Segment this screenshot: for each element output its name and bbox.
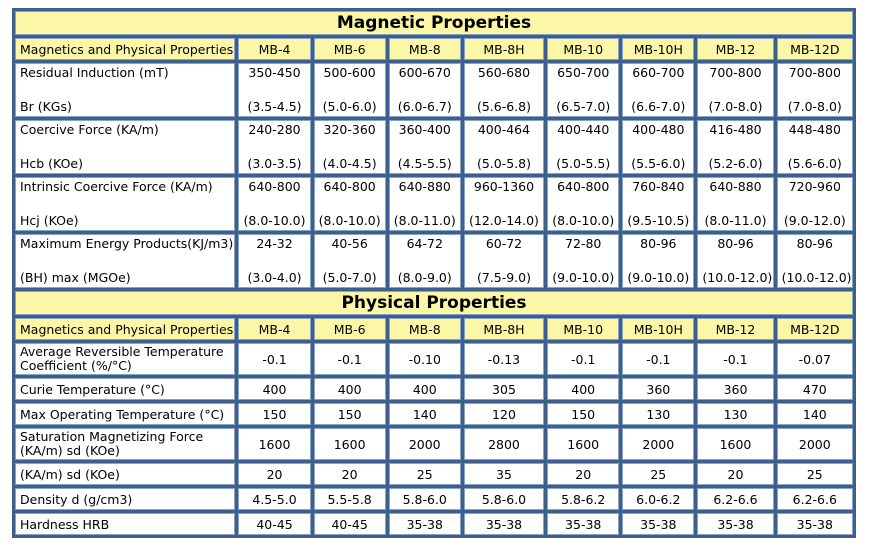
table-row bbox=[15, 488, 853, 510]
value-alt: (9.0-12.0) bbox=[783, 213, 846, 228]
table-row bbox=[15, 120, 853, 174]
value-cell: 20 bbox=[314, 463, 386, 485]
value-si: 400-440 bbox=[557, 122, 610, 137]
value-cell: 2000 bbox=[622, 428, 694, 460]
value-si: 640-880 bbox=[398, 179, 451, 194]
property-label bbox=[15, 234, 235, 288]
value-cell: 150 bbox=[238, 403, 310, 425]
value-cell: 130 bbox=[697, 403, 773, 425]
value-cell bbox=[697, 120, 773, 174]
property-unit-alt: Br (KGs) bbox=[20, 99, 72, 114]
value-cell: 25 bbox=[389, 463, 461, 485]
value-cell: 35-38 bbox=[697, 513, 773, 535]
value-cell: 400 bbox=[547, 378, 619, 400]
value-cell: 20 bbox=[547, 463, 619, 485]
value-alt: (7.0-8.0) bbox=[787, 99, 842, 114]
value-cell bbox=[238, 234, 310, 288]
value-si: 240-280 bbox=[248, 122, 301, 137]
property-name: Coercive Force (KA/m) bbox=[20, 122, 159, 137]
value-si: 560-680 bbox=[477, 65, 531, 80]
value-si: 600-670 bbox=[398, 65, 451, 80]
column-header-label: Magnetics and Physical Properties bbox=[15, 38, 235, 60]
value-cell bbox=[464, 234, 544, 288]
value-cell: 400 bbox=[314, 378, 386, 400]
column-header-grade: MB-10 bbox=[547, 38, 619, 60]
value-cell: 470 bbox=[777, 378, 853, 400]
value-alt: (10.0-12.0) bbox=[781, 270, 852, 285]
value-cell bbox=[697, 63, 773, 117]
value-cell: 130 bbox=[622, 403, 694, 425]
value-si: 40-56 bbox=[331, 236, 368, 251]
value-cell bbox=[238, 120, 310, 174]
table-row bbox=[15, 177, 853, 231]
value-cell: 20 bbox=[697, 463, 773, 485]
property-label: Density d (g/cm3) bbox=[15, 488, 235, 510]
value-cell: -0.1 bbox=[622, 343, 694, 375]
value-si: 640-800 bbox=[248, 179, 301, 194]
value-alt: (9.5-10.5) bbox=[627, 213, 690, 228]
column-header-grade: MB-6 bbox=[314, 318, 386, 340]
property-name: Intrinsic Coercive Force (KA/m) bbox=[20, 179, 213, 194]
value-cell: 5.8-6.0 bbox=[389, 488, 461, 510]
value-cell bbox=[389, 63, 461, 117]
value-alt: (5.0-5.8) bbox=[476, 156, 531, 171]
value-si: 640-800 bbox=[557, 179, 610, 194]
property-label: (KA/m) sd (KOe) bbox=[15, 463, 235, 485]
value-alt: (6.0-6.7) bbox=[397, 99, 452, 114]
value-alt: (5.0-7.0) bbox=[322, 270, 377, 285]
value-cell: 25 bbox=[622, 463, 694, 485]
value-cell: -0.1 bbox=[238, 343, 310, 375]
value-cell bbox=[547, 177, 619, 231]
property-label: Average Reversible Temperature Coefficient (%/°C) bbox=[15, 343, 235, 375]
value-si: 72-80 bbox=[565, 236, 602, 251]
value-si: 660-700 bbox=[632, 65, 685, 80]
value-alt: (4.0-4.5) bbox=[322, 156, 377, 171]
column-header-grade: MB-6 bbox=[314, 38, 386, 60]
table-row bbox=[15, 378, 853, 400]
value-alt: (3.0-3.5) bbox=[247, 156, 302, 171]
value-si: 360-400 bbox=[398, 122, 451, 137]
value-cell: 35-38 bbox=[777, 513, 853, 535]
property-name: Maximum Energy Products(KJ/m3) bbox=[20, 236, 234, 251]
value-cell: 35-38 bbox=[622, 513, 694, 535]
value-cell bbox=[314, 234, 386, 288]
value-si: 448-480 bbox=[788, 122, 841, 137]
value-cell bbox=[464, 63, 544, 117]
value-si: 64-72 bbox=[406, 236, 443, 251]
value-cell bbox=[777, 120, 853, 174]
property-name: Residual Induction (mT) bbox=[20, 65, 169, 80]
value-alt: (8.0-10.0) bbox=[243, 213, 306, 228]
column-header-grade: MB-8 bbox=[389, 318, 461, 340]
value-cell: 140 bbox=[389, 403, 461, 425]
value-alt: (5.2-6.0) bbox=[708, 156, 763, 171]
physical-header-row bbox=[15, 318, 853, 340]
value-cell: 1600 bbox=[697, 428, 773, 460]
column-header-grade: MB-4 bbox=[238, 38, 310, 60]
magnetic-header-row bbox=[15, 38, 853, 60]
value-cell: -0.1 bbox=[547, 343, 619, 375]
value-cell bbox=[314, 120, 386, 174]
value-cell bbox=[697, 234, 773, 288]
value-si: 500-600 bbox=[323, 65, 376, 80]
value-alt: (6.5-7.0) bbox=[556, 99, 611, 114]
value-alt: (4.5-5.5) bbox=[397, 156, 452, 171]
value-cell: 5.8-6.0 bbox=[464, 488, 544, 510]
value-cell bbox=[389, 234, 461, 288]
value-cell bbox=[622, 63, 694, 117]
value-si: 960-1360 bbox=[473, 179, 535, 194]
property-label bbox=[15, 120, 235, 174]
value-cell: 35-38 bbox=[547, 513, 619, 535]
property-label: Curie Temperature (°C) bbox=[15, 378, 235, 400]
property-label: Saturation Magnetizing Force (KA/m) sd (KOe) bbox=[15, 428, 235, 460]
value-si: 700-800 bbox=[709, 65, 762, 80]
value-alt: (8.0-11.0) bbox=[704, 213, 767, 228]
value-alt: (5.5-6.0) bbox=[631, 156, 686, 171]
column-header-grade: MB-10 bbox=[547, 318, 619, 340]
value-alt: (8.0-10.0) bbox=[318, 213, 381, 228]
property-unit-alt: (BH) max (MGOe) bbox=[20, 270, 131, 285]
value-alt: (3.0-4.0) bbox=[247, 270, 302, 285]
properties-table bbox=[12, 8, 856, 538]
value-si: 640-800 bbox=[323, 179, 376, 194]
value-si: 80-96 bbox=[640, 236, 677, 251]
value-si: 416-480 bbox=[709, 122, 762, 137]
column-header-grade: MB-8H bbox=[464, 38, 544, 60]
table-row bbox=[15, 513, 853, 535]
table-row bbox=[15, 343, 853, 375]
physical-banner-row bbox=[15, 291, 853, 315]
value-cell: 140 bbox=[777, 403, 853, 425]
value-cell: 40-45 bbox=[314, 513, 386, 535]
value-cell: 6.2-6.6 bbox=[697, 488, 773, 510]
value-cell bbox=[622, 120, 694, 174]
value-alt: (7.5-9.0) bbox=[476, 270, 531, 285]
value-cell bbox=[777, 63, 853, 117]
value-si: 80-96 bbox=[796, 236, 833, 251]
value-alt: (8.0-10.0) bbox=[552, 213, 615, 228]
column-header-grade: MB-10H bbox=[622, 38, 694, 60]
column-header-grade: MB-12D bbox=[777, 38, 853, 60]
value-cell: 35-38 bbox=[389, 513, 461, 535]
table-row bbox=[15, 234, 853, 288]
table-row bbox=[15, 63, 853, 117]
value-si: 320-360 bbox=[323, 122, 376, 137]
value-cell bbox=[547, 234, 619, 288]
value-cell: 5.8-6.2 bbox=[547, 488, 619, 510]
property-unit-alt: Hcj (KOe) bbox=[20, 213, 79, 228]
value-si: 640-880 bbox=[709, 179, 762, 194]
value-alt: (12.0-14.0) bbox=[469, 213, 539, 228]
property-label bbox=[15, 177, 235, 231]
property-unit-alt: Hcb (KOe) bbox=[20, 156, 83, 171]
value-cell: -0.1 bbox=[697, 343, 773, 375]
value-si: 80-96 bbox=[717, 236, 754, 251]
value-cell: 360 bbox=[697, 378, 773, 400]
value-cell bbox=[547, 63, 619, 117]
column-header-grade: MB-12 bbox=[697, 38, 773, 60]
value-cell bbox=[314, 177, 386, 231]
column-header-grade: MB-8 bbox=[389, 38, 461, 60]
value-cell: -0.07 bbox=[777, 343, 853, 375]
value-cell bbox=[389, 120, 461, 174]
property-label: Hardness HRB bbox=[15, 513, 235, 535]
value-cell: 150 bbox=[547, 403, 619, 425]
value-si: 400-480 bbox=[632, 122, 685, 137]
value-cell: 40-45 bbox=[238, 513, 310, 535]
value-alt: (8.0-9.0) bbox=[397, 270, 452, 285]
value-alt: (6.6-7.0) bbox=[631, 99, 686, 114]
value-si: 60-72 bbox=[485, 236, 523, 251]
value-alt: (8.0-11.0) bbox=[393, 213, 456, 228]
value-cell: 400 bbox=[238, 378, 310, 400]
value-cell bbox=[464, 120, 544, 174]
value-cell bbox=[547, 120, 619, 174]
value-cell: -0.13 bbox=[464, 343, 544, 375]
value-cell bbox=[238, 63, 310, 117]
value-cell bbox=[464, 177, 544, 231]
value-si: 720-960 bbox=[788, 179, 841, 194]
magnetic-section-title: Magnetic Properties bbox=[15, 11, 853, 35]
value-si: 400-464 bbox=[477, 122, 531, 137]
value-alt: (5.6-6.0) bbox=[787, 156, 842, 171]
value-cell: 400 bbox=[389, 378, 461, 400]
value-cell bbox=[777, 234, 853, 288]
value-cell bbox=[697, 177, 773, 231]
value-cell: 305 bbox=[464, 378, 544, 400]
property-label bbox=[15, 63, 235, 117]
value-cell: 360 bbox=[622, 378, 694, 400]
value-cell: 1600 bbox=[314, 428, 386, 460]
value-cell: 5.5-5.8 bbox=[314, 488, 386, 510]
value-alt: (10.0-12.0) bbox=[702, 270, 773, 285]
table-row bbox=[15, 463, 853, 485]
value-cell: 120 bbox=[464, 403, 544, 425]
value-alt: (9.0-10.0) bbox=[627, 270, 690, 285]
value-cell: 1600 bbox=[547, 428, 619, 460]
value-cell bbox=[777, 177, 853, 231]
column-header-grade: MB-10H bbox=[622, 318, 694, 340]
value-cell: -0.10 bbox=[389, 343, 461, 375]
value-cell: 6.0-6.2 bbox=[622, 488, 694, 510]
value-cell: 2000 bbox=[777, 428, 853, 460]
value-alt: (7.0-8.0) bbox=[708, 99, 763, 114]
value-alt: (5.6-6.8) bbox=[476, 99, 531, 114]
value-si: 650-700 bbox=[557, 65, 610, 80]
value-si: 700-800 bbox=[788, 65, 841, 80]
table-row bbox=[15, 403, 853, 425]
value-cell: -0.1 bbox=[314, 343, 386, 375]
value-cell: 6.2-6.6 bbox=[777, 488, 853, 510]
value-cell bbox=[389, 177, 461, 231]
value-cell: 1600 bbox=[238, 428, 310, 460]
property-label: Max Operating Temperature (°C) bbox=[15, 403, 235, 425]
column-header-label: Magnetics and Physical Properties bbox=[15, 318, 235, 340]
table-row bbox=[15, 428, 853, 460]
value-cell: 2000 bbox=[389, 428, 461, 460]
properties-sheet bbox=[12, 8, 856, 538]
column-header-grade: MB-4 bbox=[238, 318, 310, 340]
value-cell bbox=[314, 63, 386, 117]
value-cell: 35 bbox=[464, 463, 544, 485]
value-cell bbox=[622, 177, 694, 231]
value-alt: (3.5-4.5) bbox=[247, 99, 302, 114]
value-cell bbox=[238, 177, 310, 231]
value-si: 24-32 bbox=[256, 236, 293, 251]
magnetic-banner-row bbox=[15, 11, 853, 35]
value-alt: (5.0-5.5) bbox=[556, 156, 611, 171]
value-alt: (5.0-6.0) bbox=[322, 99, 377, 114]
value-si: 760-840 bbox=[632, 179, 685, 194]
value-alt: (9.0-10.0) bbox=[552, 270, 615, 285]
value-cell: 20 bbox=[238, 463, 310, 485]
physical-section-title: Physical Properties bbox=[15, 291, 853, 315]
value-cell: 4.5-5.0 bbox=[238, 488, 310, 510]
column-header-grade: MB-12D bbox=[777, 318, 853, 340]
value-cell: 25 bbox=[777, 463, 853, 485]
value-si: 350-450 bbox=[248, 65, 301, 80]
value-cell: 35-38 bbox=[464, 513, 544, 535]
value-cell bbox=[622, 234, 694, 288]
value-cell: 150 bbox=[314, 403, 386, 425]
column-header-grade: MB-8H bbox=[464, 318, 544, 340]
column-header-grade: MB-12 bbox=[697, 318, 773, 340]
value-cell: 2800 bbox=[464, 428, 544, 460]
